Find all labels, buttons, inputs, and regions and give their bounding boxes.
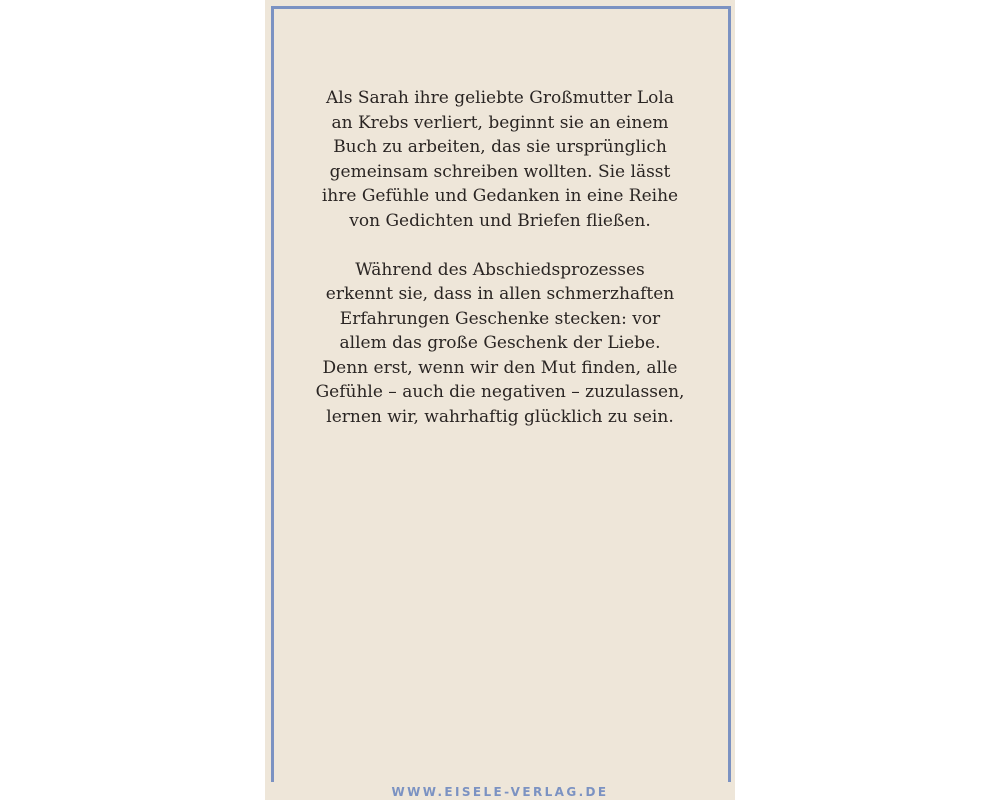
blurb-paragraph-2 (295, 258, 705, 430)
blurb-line: an Krebs verliert, beginnt sie an einem (331, 112, 669, 133)
blurb-line: lernen wir, wahrhaftig glücklich zu sein. (326, 406, 674, 427)
blurb-line: Gefühle – auch die negativen – zuzulassen, (315, 382, 685, 402)
blurb-line: gemeinsam schreiben wollten. Sie lässt (329, 161, 671, 182)
blurb-line: Als Sarah ihre geliebte Großmutter Lola (326, 88, 674, 108)
blurb-text (295, 86, 705, 429)
blurb-line: Buch zu arbeiten, das sie ursprünglich (333, 137, 667, 157)
publisher-url (265, 785, 735, 799)
blurb-line: ihre Gefühle und Gedanken in eine Reihe (321, 186, 679, 206)
blurb-line: von Gedichten und Briefen fließen. (349, 210, 651, 231)
blurb-line: Denn erst, wenn wir den Mut finden, alle (322, 357, 678, 378)
blurb-line: allem das große Geschenk der Liebe. (339, 333, 661, 353)
blurb-line: Während des Abschiedsprozesses (355, 259, 645, 280)
book-back-cover (265, 0, 735, 800)
blurb-line: erkennt sie, dass in allen schmerzhaften (325, 284, 675, 304)
blurb-paragraph-1 (295, 86, 705, 233)
blurb-line: Erfahrungen Geschenke stecken: vor (339, 308, 661, 329)
publisher-url-text: WWW.EISELE-VERLAG.DE (386, 785, 615, 799)
